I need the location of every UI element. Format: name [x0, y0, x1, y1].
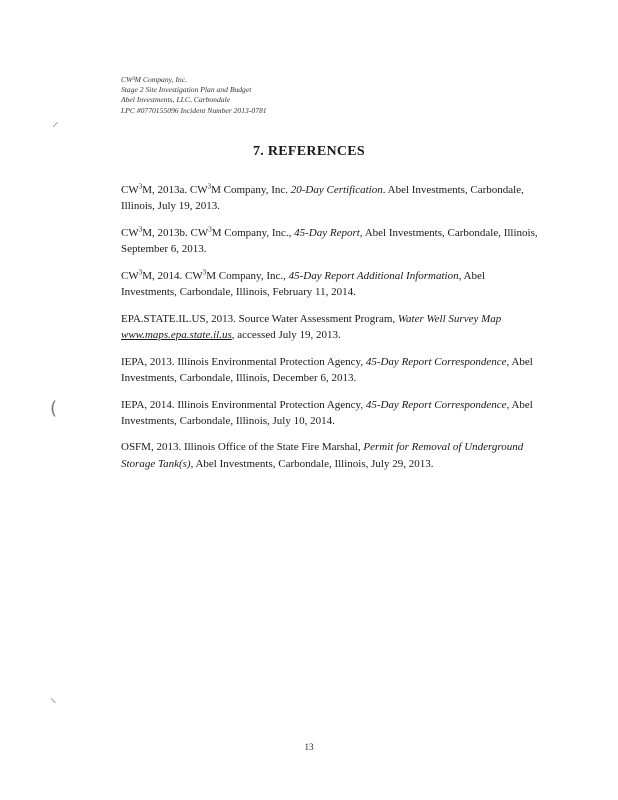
scan-mark: ⸜: [50, 691, 57, 706]
document-header: [121, 75, 267, 116]
reference-item: $CW^3M$, 2014. $CW^3M$ Company, Inc., 45-Day Report Additional Information, Abel Investments, Carbondale, Illinois, February 11, 2014.: [121, 268, 485, 299]
reference-link[interactable]: www.maps.epa.state.il.us: [121, 328, 232, 341]
reference-item: IEPA, 2013. Illinois Environmental Protection Agency, 45-Day Report Correspondence, Abel Investments, Carbondale, Illinois, December 6, 2013.: [121, 355, 533, 384]
scan-mark: (: [50, 398, 58, 419]
header-client: Abel Investments, LLC, Carbondale: [121, 95, 231, 105]
reference-item: OSFM, 2013. Illinois Office of the State Fire Marshal, Permit for Removal of Underground Storage Tank(s), Abel Investments, Carbondale, Illinois, July 29, 2013.: [121, 441, 524, 470]
section-title: 7. REFERENCES: [252, 144, 366, 159]
header-company: CW³M Company, Inc.: [121, 75, 187, 84]
reference-item: $CW^3M$, 2013a. $CW^3M$ Company, Inc. 20-Day Certification. Abel Investments, Carbondale, Illinois, July 19, 2013.: [121, 182, 524, 213]
header-incident: LPC #0770155096 Incident Number 2013-0781: [121, 105, 267, 115]
reference-item: $CW^3M$, 2013b. $CW^3M$ Company, Inc., 45-Day Report, Abel Investments, Carbondale, Illinois, September 6, 2013.: [121, 225, 538, 256]
page-number: 13: [304, 742, 314, 752]
reference-item: IEPA, 2014. Illinois Environmental Protection Agency, 45-Day Report Correspondence, Abel Investments, Carbondale, Illinois, July 10, 2014.: [121, 398, 533, 427]
references-list: [121, 182, 541, 482]
scan-mark: ⸝: [52, 115, 59, 130]
header-report-title: Stage 2 Site Investigation Plan and Budget: [121, 85, 252, 95]
reference-item: EPA.STATE.IL.US, 2013. Source Water Assessment Program, Water Well Survey Map www.maps.epa.state.il.us, accessed July 19, 2013.: [121, 312, 502, 341]
